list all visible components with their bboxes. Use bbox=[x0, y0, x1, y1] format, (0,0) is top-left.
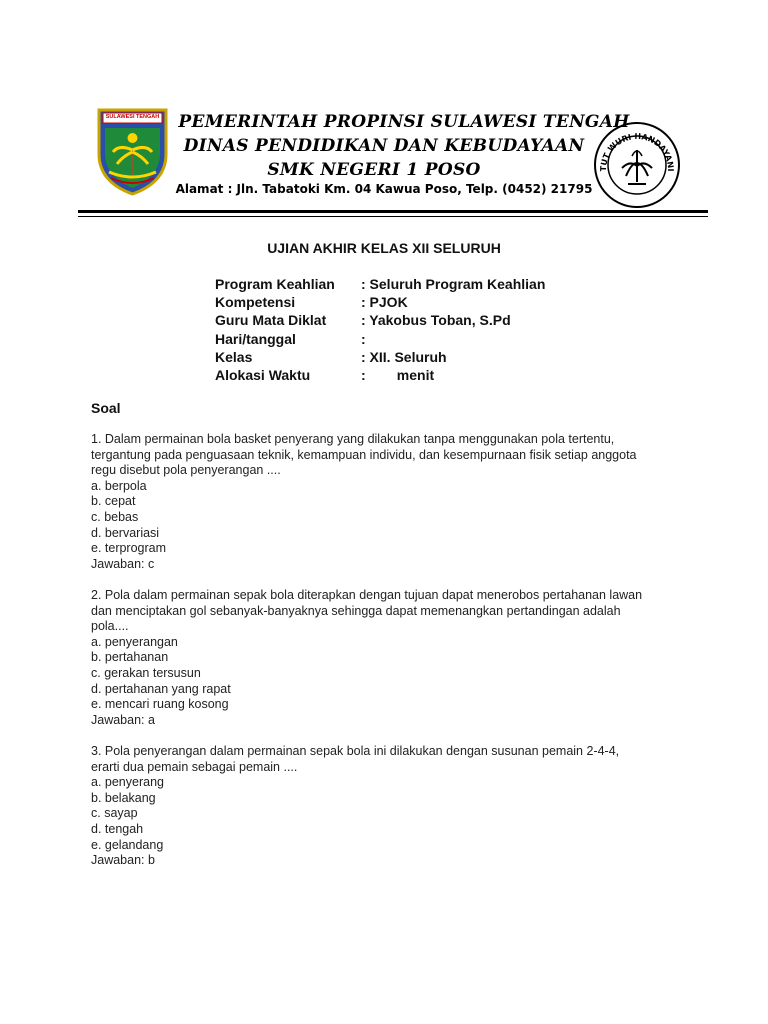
tut-wuri-handayani-emblem-icon bbox=[592, 120, 682, 210]
info-value: : Yakobus Toban, S.Pd bbox=[361, 312, 511, 329]
info-value: : PJOK bbox=[361, 294, 408, 311]
question-text: pola.... bbox=[91, 619, 129, 634]
soal-heading: Soal bbox=[91, 400, 121, 416]
letterhead-address: Alamat : Jln. Tabatoki Km. 04 Kawua Poso, Telp. (0452) 21795 bbox=[175, 182, 593, 196]
info-row-kompetensi bbox=[215, 293, 545, 311]
answer-key: Jawaban: a bbox=[91, 712, 155, 727]
question-item bbox=[91, 744, 691, 869]
letterhead-divider-thin bbox=[78, 216, 708, 217]
letterhead-divider-thick bbox=[78, 210, 708, 213]
answer-option: b. pertahanan bbox=[91, 650, 169, 665]
info-label: Kelas bbox=[215, 348, 253, 365]
info-row-alokasi-waktu bbox=[215, 366, 545, 384]
letterhead-department: DINAS PENDIDIKAN DAN KEBUDAYAAN bbox=[183, 136, 585, 156]
letterhead-school: SMK NEGERI 1 POSO bbox=[267, 160, 481, 180]
answer-key: Jawaban: b bbox=[91, 853, 155, 868]
info-value: : bbox=[361, 330, 366, 347]
info-row-program bbox=[215, 275, 545, 293]
exam-info-table bbox=[215, 275, 545, 384]
info-row-guru bbox=[215, 311, 545, 329]
answer-option: e. terprogram bbox=[91, 541, 167, 556]
answer-option: b. belakang bbox=[91, 790, 156, 805]
info-label: Alokasi Waktu bbox=[215, 366, 311, 383]
question-text: tergantung pada penguasaan teknik, kemampuan individu, dan kesempurnaan fisik setiap anggota bbox=[91, 447, 637, 462]
question-text: 2. Pola dalam permainan sepak bola diterapkan dengan tujuan dapat menerobos pertahanan lawan bbox=[91, 588, 643, 603]
question-text: 1. Dalam permainan bola basket penyerang yang dilakukan tanpa menggunakan pola tertentu, bbox=[91, 432, 615, 446]
info-label: Kompetensi bbox=[215, 294, 296, 311]
answer-option: e. mencari ruang kosong bbox=[91, 697, 229, 712]
answer-option: b. cepat bbox=[91, 494, 136, 509]
info-label: Guru Mata Diklat bbox=[215, 312, 327, 329]
answer-option: a. penyerang bbox=[91, 775, 164, 790]
letterhead-government: PEMERINTAH PROPINSI SULAWESI TENGAH bbox=[178, 112, 630, 132]
question-text: 3. Pola penyerangan dalam permainan sepak bola ini dilakukan dengan susunan pemain 2-4-4, bbox=[91, 744, 620, 759]
answer-option: c. sayap bbox=[91, 806, 138, 821]
question-text: dan menciptakan gol sebanyak-banyaknya sehingga dapat memenangkan pertandingan adalah bbox=[91, 603, 621, 618]
info-value: : XII. Seluruh bbox=[361, 348, 447, 365]
answer-option: c. gerakan tersusun bbox=[91, 666, 201, 680]
question-list bbox=[91, 432, 691, 885]
question-item bbox=[91, 588, 691, 728]
question-item bbox=[91, 432, 691, 572]
right-logo-label: TUT WURI HANDAYANI bbox=[598, 131, 676, 172]
question-text: erarti dua pemain sebagai pemain .... bbox=[91, 759, 298, 774]
info-label: Hari/tanggal bbox=[215, 330, 296, 347]
answer-option: a. berpola bbox=[91, 478, 147, 493]
answer-option: a. penyerangan bbox=[91, 634, 178, 649]
answer-key: Jawaban: c bbox=[91, 556, 155, 571]
left-logo-label: SULAWESI TENGAH bbox=[105, 114, 160, 120]
info-value: : menit bbox=[361, 366, 435, 383]
info-row-kelas bbox=[215, 348, 545, 366]
answer-option: d. bervariasi bbox=[91, 525, 160, 540]
exam-title: UJIAN AKHIR KELAS XII SELURUH bbox=[267, 240, 501, 256]
question-text: regu disebut pola penyerangan .... bbox=[91, 463, 281, 478]
answer-option: d. tengah bbox=[91, 822, 144, 837]
info-value: : Seluruh Program Keahlian bbox=[361, 276, 546, 292]
answer-option: e. gelandang bbox=[91, 837, 164, 852]
info-label: Program Keahlian bbox=[215, 276, 335, 292]
info-row-hari-tanggal bbox=[215, 330, 545, 348]
answer-option: c. bebas bbox=[91, 509, 139, 524]
answer-option: d. pertahanan yang rapat bbox=[91, 681, 231, 696]
